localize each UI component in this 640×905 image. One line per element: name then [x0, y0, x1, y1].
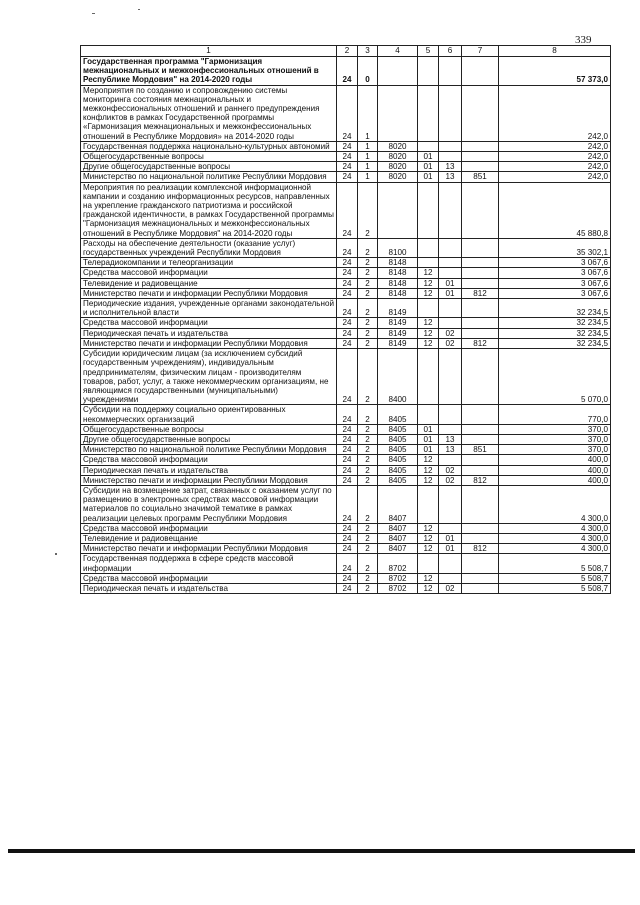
row-code: 2: [358, 455, 378, 465]
table-row: [81, 152, 611, 162]
row-code: 24: [337, 445, 358, 455]
row-code: 13: [439, 172, 462, 182]
table-row: [81, 475, 611, 485]
row-code: 1: [358, 85, 378, 141]
row-code: [418, 405, 439, 424]
row-code: 24: [337, 268, 358, 278]
table-row: [81, 238, 611, 257]
row-code: 8149: [378, 318, 418, 328]
row-code: 12: [418, 544, 439, 554]
row-code: [462, 141, 499, 151]
row-code: [439, 349, 462, 405]
row-code: 1: [358, 172, 378, 182]
row-code: 8702: [378, 554, 418, 573]
row-amount: 3 067,6: [499, 278, 611, 288]
row-code: [418, 57, 439, 86]
row-description: Субсидии на поддержку социально ориентированных некоммерческих организаций: [81, 405, 337, 424]
row-description: Телевидение и радиовещание: [81, 533, 337, 543]
table-row: [81, 57, 611, 86]
row-code: [462, 349, 499, 405]
column-header: 5: [418, 46, 439, 57]
row-code: [462, 434, 499, 444]
row-code: 2: [358, 554, 378, 573]
row-code: 2: [358, 445, 378, 455]
row-code: 01: [439, 544, 462, 554]
row-amount: 3 067,6: [499, 288, 611, 298]
row-amount: 242,0: [499, 162, 611, 172]
table-row: [81, 299, 611, 318]
row-code: 24: [337, 583, 358, 593]
row-code: 24: [337, 57, 358, 86]
row-code: 12: [418, 533, 439, 543]
row-amount: 242,0: [499, 141, 611, 151]
column-header: 3: [358, 46, 378, 57]
row-code: 01: [418, 445, 439, 455]
table-row: [81, 338, 611, 348]
row-amount: 4 300,0: [499, 533, 611, 543]
row-code: 2: [358, 405, 378, 424]
row-code: 24: [337, 278, 358, 288]
row-amount: 32 234,5: [499, 338, 611, 348]
table-row: [81, 485, 611, 523]
row-code: 851: [462, 445, 499, 455]
row-code: 8405: [378, 445, 418, 455]
row-amount: 35 302,1: [499, 238, 611, 257]
row-code: [462, 465, 499, 475]
row-code: 8405: [378, 424, 418, 434]
row-code: 24: [337, 573, 358, 583]
row-description: Средства массовой информации: [81, 318, 337, 328]
row-description: Другие общегосударственные вопросы: [81, 162, 337, 172]
row-code: [418, 238, 439, 257]
table-row: [81, 318, 611, 328]
row-code: [462, 405, 499, 424]
row-code: 24: [337, 318, 358, 328]
row-code: [462, 455, 499, 465]
row-code: [462, 485, 499, 523]
row-code: [439, 152, 462, 162]
row-code: [418, 554, 439, 573]
row-code: [418, 258, 439, 268]
row-code: 812: [462, 288, 499, 298]
row-code: [462, 57, 499, 86]
row-code: 12: [418, 318, 439, 328]
row-amount: 4 300,0: [499, 544, 611, 554]
table-row: [81, 405, 611, 424]
row-code: [462, 268, 499, 278]
row-code: [439, 299, 462, 318]
row-code: [378, 57, 418, 86]
row-amount: 32 234,5: [499, 318, 611, 328]
row-code: 8405: [378, 405, 418, 424]
row-code: 12: [418, 268, 439, 278]
row-code: [439, 573, 462, 583]
row-code: [439, 57, 462, 86]
row-code: 13: [439, 162, 462, 172]
row-code: 2: [358, 434, 378, 444]
row-code: 24: [337, 182, 358, 238]
row-code: [462, 238, 499, 257]
row-code: 2: [358, 328, 378, 338]
row-code: [462, 299, 499, 318]
row-code: 812: [462, 338, 499, 348]
row-description: Министерство печати и информации Республики Мордовия: [81, 475, 337, 485]
row-code: 12: [418, 288, 439, 298]
row-description: Средства массовой информации: [81, 573, 337, 583]
row-code: 1: [358, 162, 378, 172]
row-code: 8149: [378, 328, 418, 338]
row-amount: 370,0: [499, 445, 611, 455]
column-header: 4: [378, 46, 418, 57]
row-code: [439, 141, 462, 151]
row-code: 1: [358, 152, 378, 162]
row-code: 12: [418, 475, 439, 485]
row-description: Министерство печати и информации Республики Мордовия: [81, 338, 337, 348]
column-header: 2: [337, 46, 358, 57]
table-row: [81, 278, 611, 288]
row-code: 24: [337, 424, 358, 434]
column-header: 7: [462, 46, 499, 57]
row-code: [462, 424, 499, 434]
row-code: 24: [337, 172, 358, 182]
row-code: 01: [418, 162, 439, 172]
row-code: 12: [418, 338, 439, 348]
row-code: [462, 258, 499, 268]
row-code: 02: [439, 338, 462, 348]
row-code: 2: [358, 523, 378, 533]
row-code: 12: [418, 523, 439, 533]
row-code: 2: [358, 573, 378, 583]
row-code: [462, 533, 499, 543]
row-code: [418, 182, 439, 238]
row-code: 2: [358, 299, 378, 318]
row-description: Мероприятия по реализации комплексной информационной кампании и созданию информационных ресурсов, направленных на укрепление гражданского патриотизма и российской гражданской идентичности, в рамках Государственной программы "Гармонизация межнациональных и межконфессиональных отношений в Республике Мордовия" на 2014-2020 годы: [81, 182, 337, 238]
row-amount: 3 067,6: [499, 258, 611, 268]
row-code: 8148: [378, 268, 418, 278]
column-header: 1: [81, 46, 337, 57]
row-code: 2: [358, 288, 378, 298]
row-code: [439, 268, 462, 278]
row-code: 12: [418, 278, 439, 288]
row-code: 0: [358, 57, 378, 86]
row-code: [439, 485, 462, 523]
table-row: [81, 162, 611, 172]
row-code: [418, 85, 439, 141]
row-code: 24: [337, 475, 358, 485]
row-code: 01: [418, 172, 439, 182]
column-header: 8: [499, 46, 611, 57]
row-code: [378, 85, 418, 141]
budget-table: [80, 45, 611, 594]
table-row: [81, 583, 611, 593]
row-code: 13: [439, 434, 462, 444]
row-description: Министерство по национальной политике Республики Мордовия: [81, 445, 337, 455]
row-description: Периодическая печать и издательства: [81, 465, 337, 475]
row-amount: 370,0: [499, 434, 611, 444]
table-row: [81, 349, 611, 405]
row-code: [439, 405, 462, 424]
table-row: [81, 172, 611, 182]
row-amount: 3 067,6: [499, 268, 611, 278]
row-code: 02: [439, 583, 462, 593]
row-code: [378, 182, 418, 238]
row-code: [439, 182, 462, 238]
row-code: 2: [358, 268, 378, 278]
row-code: 2: [358, 544, 378, 554]
column-header: 6: [439, 46, 462, 57]
row-code: 8020: [378, 141, 418, 151]
row-description: Государственная поддержка в сфере средств массовой информации: [81, 554, 337, 573]
page-number: 339: [575, 34, 592, 46]
row-code: 01: [439, 533, 462, 543]
row-code: 01: [418, 152, 439, 162]
row-code: [439, 238, 462, 257]
row-code: 8148: [378, 278, 418, 288]
row-code: 2: [358, 238, 378, 257]
row-code: 8407: [378, 485, 418, 523]
row-code: 24: [337, 554, 358, 573]
row-code: 24: [337, 465, 358, 475]
row-code: 8020: [378, 162, 418, 172]
bottom-rule: [8, 849, 635, 853]
row-code: 12: [418, 465, 439, 475]
row-description: Мероприятия по созданию и сопровождению системы мониторинга состояния межнациональных и межконфессиональных отношений и раннего предупреждения конфликтов в рамках Государственной программы «Гармонизация межнациональных и межконфессиональных отношений в Республике Мордовия» на 2014-2020 годы: [81, 85, 337, 141]
row-code: 02: [439, 475, 462, 485]
row-code: 8020: [378, 152, 418, 162]
scan-speck: [92, 13, 95, 14]
row-code: 24: [337, 434, 358, 444]
row-description: Средства массовой информации: [81, 455, 337, 465]
row-code: 2: [358, 424, 378, 434]
row-code: 2: [358, 583, 378, 593]
row-description: Общегосударственные вопросы: [81, 424, 337, 434]
row-code: 01: [418, 434, 439, 444]
table-row: [81, 573, 611, 583]
header-row: [81, 46, 611, 57]
row-description: Государственная поддержка национально-культурных автономий: [81, 141, 337, 151]
row-code: 2: [358, 338, 378, 348]
table-row: [81, 328, 611, 338]
row-code: 8100: [378, 238, 418, 257]
row-code: [418, 485, 439, 523]
row-code: 24: [337, 338, 358, 348]
scan-speck: [55, 553, 57, 555]
row-code: 24: [337, 299, 358, 318]
row-code: 24: [337, 141, 358, 151]
row-code: [439, 85, 462, 141]
row-code: 12: [418, 573, 439, 583]
row-amount: 32 234,5: [499, 299, 611, 318]
row-description: Периодические издания, учрежденные органами законодательной и исполнительной власти: [81, 299, 337, 318]
row-code: [439, 424, 462, 434]
table-row: [81, 141, 611, 151]
row-description: Государственная программа "Гармонизация межнациональных и межконфессиональных отношений в Республике Мордовия" на 2014-2020 годы: [81, 57, 337, 86]
table-row: [81, 268, 611, 278]
table-row: [81, 288, 611, 298]
row-code: 24: [337, 533, 358, 543]
row-code: 24: [337, 288, 358, 298]
scan-speck: [138, 9, 140, 10]
row-code: 2: [358, 278, 378, 288]
row-code: [462, 523, 499, 533]
row-code: 1: [358, 141, 378, 151]
row-code: 851: [462, 172, 499, 182]
row-code: [462, 85, 499, 141]
row-amount: 4 300,0: [499, 523, 611, 533]
row-code: [462, 328, 499, 338]
table-row: [81, 465, 611, 475]
row-amount: 5 070,0: [499, 349, 611, 405]
row-code: [462, 583, 499, 593]
row-code: 8149: [378, 338, 418, 348]
row-code: 24: [337, 455, 358, 465]
row-code: 12: [418, 455, 439, 465]
table-row: [81, 182, 611, 238]
row-amount: 57 373,0: [499, 57, 611, 86]
row-description: Периодическая печать и издательства: [81, 583, 337, 593]
row-description: Периодическая печать и издательства: [81, 328, 337, 338]
table-row: [81, 523, 611, 533]
row-code: 2: [358, 475, 378, 485]
row-amount: 45 880,8: [499, 182, 611, 238]
row-amount: 4 300,0: [499, 485, 611, 523]
row-amount: 370,0: [499, 424, 611, 434]
row-code: [439, 523, 462, 533]
row-description: Общегосударственные вопросы: [81, 152, 337, 162]
row-code: [462, 162, 499, 172]
row-code: 2: [358, 485, 378, 523]
row-code: [462, 182, 499, 238]
table-row: [81, 455, 611, 465]
row-code: 24: [337, 238, 358, 257]
row-code: [439, 258, 462, 268]
row-code: 02: [439, 465, 462, 475]
row-code: 24: [337, 544, 358, 554]
row-code: [462, 152, 499, 162]
row-code: 01: [439, 288, 462, 298]
row-description: Другие общегосударственные вопросы: [81, 434, 337, 444]
table-row: [81, 434, 611, 444]
row-amount: 242,0: [499, 172, 611, 182]
row-amount: 400,0: [499, 465, 611, 475]
row-code: [418, 141, 439, 151]
row-code: [462, 278, 499, 288]
row-amount: 242,0: [499, 152, 611, 162]
row-code: 8405: [378, 455, 418, 465]
row-code: 8405: [378, 465, 418, 475]
row-code: 812: [462, 475, 499, 485]
table-row: [81, 258, 611, 268]
row-code: 24: [337, 523, 358, 533]
row-code: 2: [358, 182, 378, 238]
row-description: Средства массовой информации: [81, 523, 337, 533]
row-code: 8148: [378, 288, 418, 298]
row-code: 24: [337, 152, 358, 162]
row-description: Средства массовой информации: [81, 268, 337, 278]
row-amount: 5 508,7: [499, 583, 611, 593]
row-code: 8020: [378, 172, 418, 182]
table-row: [81, 544, 611, 554]
row-code: [462, 318, 499, 328]
row-code: 812: [462, 544, 499, 554]
row-code: [418, 299, 439, 318]
row-description: Министерство печати и информации Республики Мордовия: [81, 288, 337, 298]
row-code: 8149: [378, 299, 418, 318]
row-amount: 400,0: [499, 475, 611, 485]
table-row: [81, 85, 611, 141]
row-description: Расходы на обеспечение деятельности (оказание услуг) государственных учреждений Республики Мордовия: [81, 238, 337, 257]
row-code: 24: [337, 162, 358, 172]
table-row: [81, 554, 611, 573]
row-description: Телерадиокомпании и телеорганизации: [81, 258, 337, 268]
row-code: 8405: [378, 475, 418, 485]
row-code: 2: [358, 533, 378, 543]
row-code: 01: [439, 278, 462, 288]
row-code: 8400: [378, 349, 418, 405]
row-code: [439, 318, 462, 328]
row-amount: 400,0: [499, 455, 611, 465]
row-code: 8407: [378, 533, 418, 543]
row-description: Министерство по национальной политике Республики Мордовия: [81, 172, 337, 182]
row-code: [439, 455, 462, 465]
table-row: [81, 533, 611, 543]
row-description: Субсидии на возмещение затрат, связанных с оказанием услуг по размещению в электронных средствах массовой информации материалов по социально значимой тематике в рамках реализации целевых программ Республики Мордовия: [81, 485, 337, 523]
row-code: 24: [337, 258, 358, 268]
row-code: 24: [337, 405, 358, 424]
row-code: 01: [418, 424, 439, 434]
row-amount: 5 508,7: [499, 554, 611, 573]
row-amount: 242,0: [499, 85, 611, 141]
row-code: 8702: [378, 573, 418, 583]
row-code: [439, 554, 462, 573]
row-code: 13: [439, 445, 462, 455]
row-description: Телевидение и радиовещание: [81, 278, 337, 288]
row-code: 02: [439, 328, 462, 338]
table-row: [81, 445, 611, 455]
row-code: 8405: [378, 434, 418, 444]
row-code: [418, 349, 439, 405]
row-code: 12: [418, 583, 439, 593]
row-code: 2: [358, 349, 378, 405]
row-code: 2: [358, 318, 378, 328]
row-amount: 32 234,5: [499, 328, 611, 338]
row-code: 2: [358, 258, 378, 268]
row-code: 2: [358, 465, 378, 475]
row-amount: 770,0: [499, 405, 611, 424]
row-code: 24: [337, 328, 358, 338]
row-code: 8148: [378, 258, 418, 268]
table-row: [81, 424, 611, 434]
row-code: 8702: [378, 583, 418, 593]
row-code: 8407: [378, 544, 418, 554]
row-description: Министерство печати и информации Республики Мордовия: [81, 544, 337, 554]
row-code: 12: [418, 328, 439, 338]
row-code: [462, 573, 499, 583]
row-code: [462, 554, 499, 573]
row-description: Субсидии юридическим лицам (за исключением субсидий государственным учреждениям), индивидуальным предпринимателям, физическим лицам - производителям товаров, работ, услуг, а также некоммерческим организациям, не являющимся государственными (муниципальными) учреждениями: [81, 349, 337, 405]
row-code: 8407: [378, 523, 418, 533]
row-amount: 5 508,7: [499, 573, 611, 583]
row-code: 24: [337, 85, 358, 141]
row-code: 24: [337, 349, 358, 405]
row-code: 24: [337, 485, 358, 523]
